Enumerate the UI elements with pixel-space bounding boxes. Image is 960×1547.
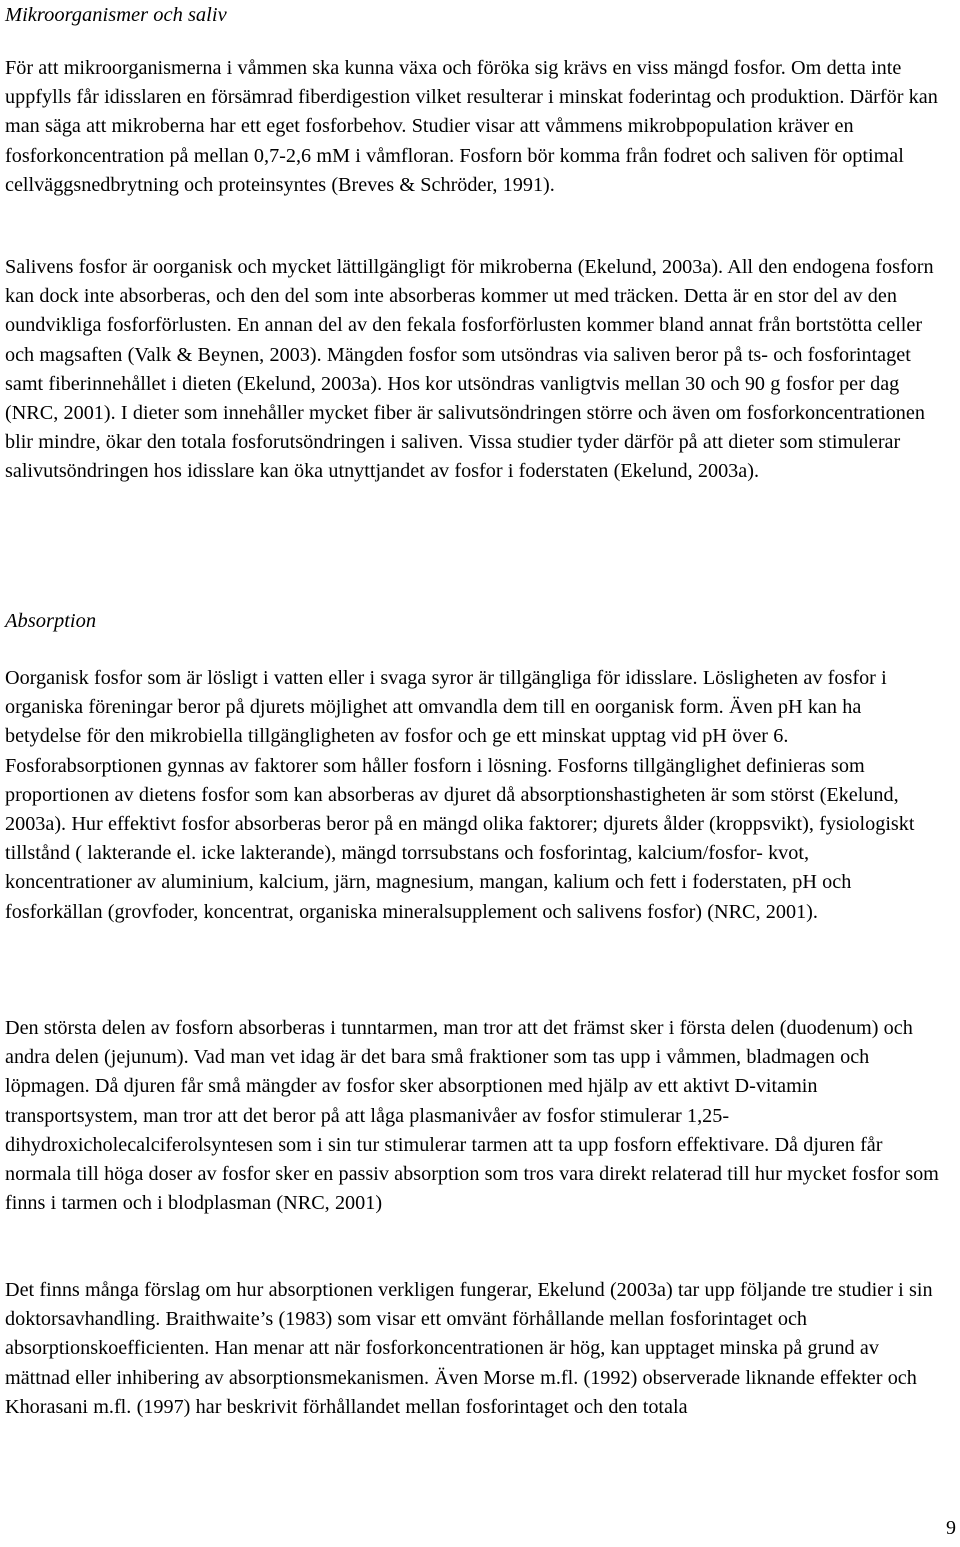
section-heading-mikroorganismer: Mikroorganismer och saliv <box>5 4 227 26</box>
paragraph-absorption-studies: Det finns många förslag om hur absorptionen verkligen fungerar, Ekelund (2003a) tar upp följande tre studier i sin doktorsavhandling. Braithwaite’s (1983) som visar ett omvänt förhållande mellan fosforintaget och absorptionskoefficienten. Han menar att när fosforkoncentrationen är hög, kan upptaget minska på grund av mättnad eller inhibering av absorptionsmekanismen. Även Morse m.fl. (1992) observerade liknande effekter och Khorasani m.fl. (1997) har beskrivit förhållandet mellan fosforintaget och den totala <box>5 1279 933 1418</box>
paragraph-saliva-phosphorus: Salivens fosfor är oorganisk och mycket lättillgängligt för mikroberna (Ekelund, 2003a). All den endogena fosforn kan dock inte absorberas, och den del som inte absorberas kommer ut med träcken. Detta är en stor del av den oundvikliga fosforförlusten. En annan del av den fekala fosforförlusten kommer bland annat från bortstötta celler och magsaften (Valk & Beynen, 2003). Mängden fosfor som utsöndras via saliven beror på ts- och fosforintaget samt fiberinnehållet i dieten (Ekelund, 2003a). Hos kor utsöndras vanligtvis mellan 30 och 90 g fosfor per dag (NRC, 2001). I dieter som innehåller mycket fiber är salivutsöndringen större och även om fosforkoncentrationen blir mindre, ökar den totala fosforutsöndringen i saliven. Vissa studier tyder därför på att dieter som stimulerar salivutsöndringen hos idisslare kan öka utnyttjandet av fosfor i foderstaten (Ekelund, 2003a). <box>5 256 934 483</box>
paragraph-absorption-factors: Oorganisk fosfor som är lösligt i vatten eller i svaga syror är tillgängliga för idisslare. Lösligheten av fosfor i organiska föreningar beror på djurets möjlighet att omvandla dem till en oorganisk form. Även pH kan ha betydelse för den mikrobiella tillgängligheten av fosfor och ge ett minskat upptag vid pH över 6. Fosforabsorptionen gynnas av faktorer som håller fosforn i lösning. Fosforns tillgänglighet definieras som proportionen av dietens fosfor som kan absorberas av djuret då absorptionshastigheten är som störst (Ekelund, 2003a). Hur effektivt fosfor absorberas beror på en mängd olika faktorer; djurets ålder (kroppsvikt), fysiologiskt tillstånd ( lakterande el. icke lakterande), mängd torrsubstans och fosforintag, kalcium/fosfor- kvot, koncentrationer av aluminium, kalcium, järn, magnesium, mangan, kalium och fett i foderstaten, pH och fosforkällan (grovfoder, koncentrat, organiska mineralsupplement och salivens fosfor) (NRC, 2001). <box>5 667 915 923</box>
page-number: 9 <box>946 1517 956 1539</box>
paragraph-absorption-site: Den största delen av fosforn absorberas i tunntarmen, man tror att det främst sker i första delen (duodenum) och andra delen (jejunum). Vad man vet idag är det bara små fraktioner som tas upp i våmmen, bladmagen och löpmagen. Då djuren får små mängder av fosfor sker absorptionen med hjälp av ett aktivt D-vitamin transportsystem, man tror att det beror på att låga plasmanivåer av fosfor stimulerar 1,25- dihydroxicholecalciferolsyntesen som i sin tur stimulerar tarmen att ta upp fosforn effektivare. Då djuren får normala till höga doser av fosfor sker en passiv absorption som tros vara direkt relaterad till hur mycket fosfor som finns i tarmen och i blodplasman (NRC, 2001) <box>5 1017 939 1215</box>
paragraph-microbe-phosphorus-need: För att mikroorganismerna i våmmen ska kunna växa och föröka sig krävs en viss mängd fosfor. Om detta inte uppfylls får idisslaren en försämrad fiberdigestion vilket resulterar i minskat foderintag och produktion. Därför kan man säga att mikroberna har ett eget fosforbehov. Studier visar att våmmens mikrobpopulation kräver en fosforkoncentration på mellan 0,7-2,6 mM i våmfloran. Fosforn bör komma från fodret och saliven för optimal cellväggsnedbrytning och proteinsyntes (Breves & Schröder, 1991). <box>5 57 938 196</box>
section-heading-absorption: Absorption <box>5 610 97 632</box>
